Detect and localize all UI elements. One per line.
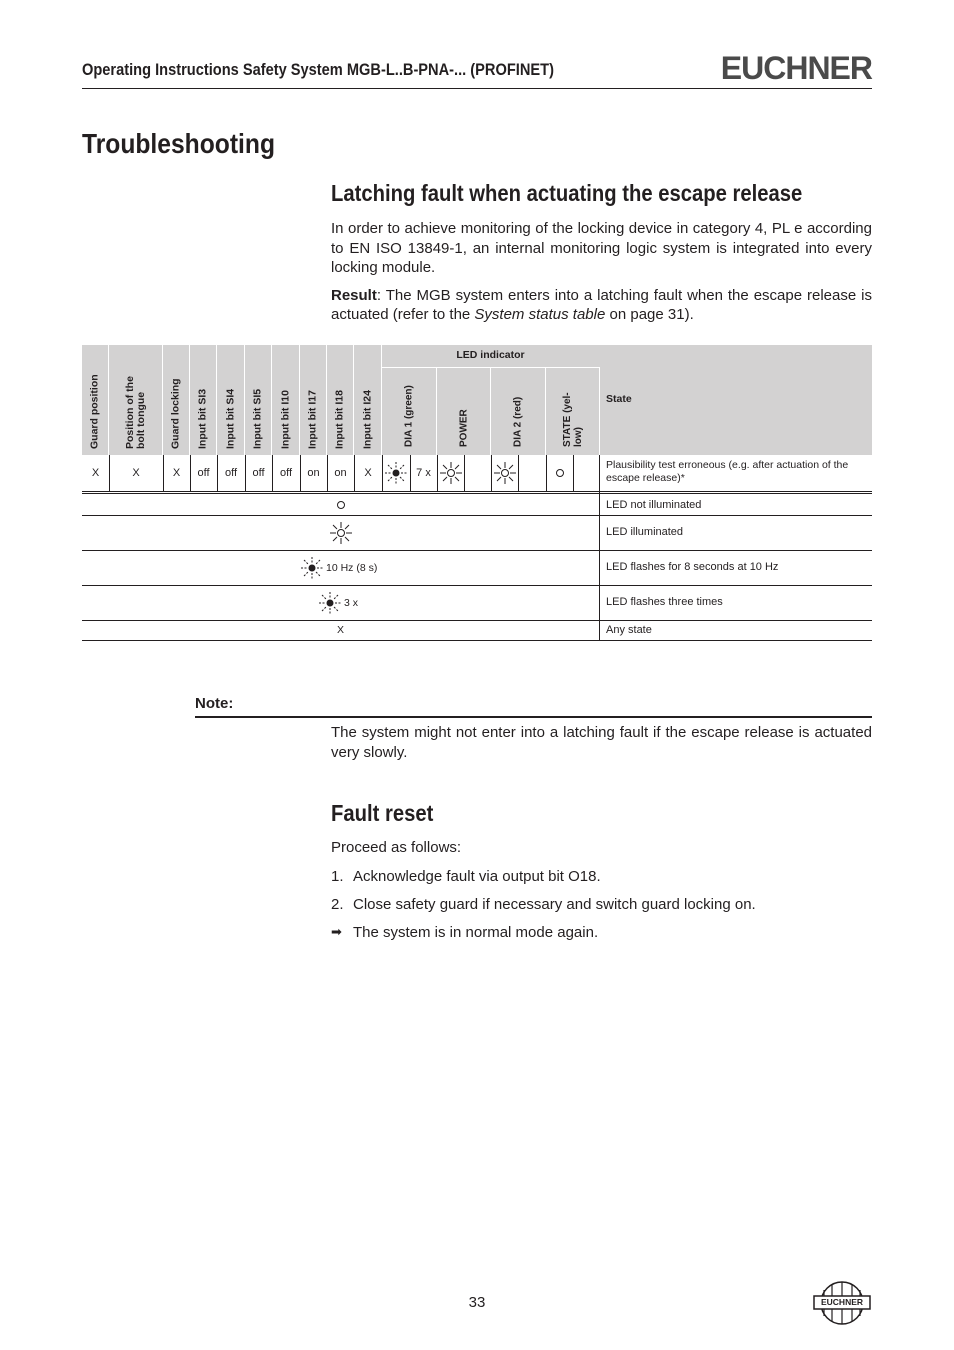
col-divider-state (599, 455, 600, 640)
intro-paragraph: In order to achieve monitoring of the locking device in category 4, PL e according to EN ISO 13849-1, an internal monitoring logic system is integrated into every locking module. (331, 220, 872, 276)
step-number: 2. (331, 896, 344, 913)
cell-bolt-tongue: X (132, 467, 140, 479)
col-divider (382, 455, 383, 491)
note-rule (195, 716, 872, 718)
list-item (331, 868, 872, 896)
col-divider (437, 455, 438, 491)
col-divider (109, 455, 110, 491)
led-indicator-group: LED indicator (456, 349, 525, 361)
col-divider (163, 455, 164, 491)
cell-i24: X (364, 467, 372, 479)
led-off-icon-svg (336, 500, 346, 510)
header-guard-position: Guard position (82, 345, 109, 455)
col-divider (546, 455, 547, 491)
header-guard-locking: Guard locking (163, 345, 190, 455)
header-input-si4: Input bit SI4 (217, 345, 245, 455)
col-divider (217, 455, 218, 491)
cell-si5: off (252, 467, 265, 479)
led-off-icon (336, 500, 346, 510)
row-divider (82, 640, 872, 641)
led-on-icon-svg (493, 461, 517, 485)
col-divider (573, 455, 574, 491)
col-divider (410, 455, 411, 491)
header-dia2: DIA 2 (red) (491, 367, 546, 455)
legend-symbol-label: 3 x (344, 597, 359, 609)
col-divider (245, 455, 246, 491)
col-divider (190, 455, 191, 491)
dia1-count: 7 x (416, 467, 431, 479)
col-divider (272, 455, 273, 491)
led-off-icon-svg (555, 468, 565, 478)
led-flash-icon (382, 455, 410, 491)
legend-symbol-label: X (336, 624, 344, 636)
document-header-title: Operating Instructions Safety System MGB-L..B-PNA-... (PROFINET) (82, 60, 554, 79)
step-list (331, 868, 872, 952)
step-text: Acknowledge fault via output bit O18. (353, 868, 601, 885)
legend-text: LED not illuminated (606, 499, 702, 511)
cell-si3: off (197, 467, 210, 479)
legend-text: LED flashes three times (606, 596, 723, 608)
result-text-end: on page 31). (605, 306, 694, 323)
col-divider (518, 455, 519, 491)
header-rule (82, 88, 872, 89)
led-on-icon-svg (439, 461, 463, 485)
legend-symbol-label: 10 Hz (8 s) (326, 562, 378, 574)
header-state: State (606, 393, 632, 405)
legend-symbol-group (318, 591, 358, 615)
result-reference: System status table (474, 306, 606, 323)
cell-i17: on (307, 467, 320, 479)
cell-state: Plausibility test erroneous (e.g. after actuation of the escape release)* (606, 459, 849, 484)
led-flash-icon-svg (384, 461, 408, 485)
cell-si4: off (224, 467, 238, 479)
legend-text: Any state (606, 624, 652, 636)
row-divider (82, 620, 872, 621)
row-divider (82, 585, 872, 586)
step-number: 1. (331, 868, 344, 885)
cell-i10: off (279, 467, 293, 479)
page-title: Troubleshooting (82, 128, 275, 159)
section-title-latching-fault: Latching fault when actuating the escape release (331, 180, 803, 206)
header-bolt-tongue: Position of the bolt tongue (109, 345, 163, 455)
list-item (331, 896, 872, 924)
cell-guard-position: X (91, 467, 100, 479)
fault-reset-intro: Proceed as follows: (331, 839, 462, 856)
led-on-icon (329, 521, 353, 545)
note-text: The system might not enter into a latching fault if the escape release is actuated very slowly. (331, 724, 872, 761)
page-number: 33 (468, 1294, 486, 1311)
row-divider (82, 515, 872, 516)
led-on-icon-svg (329, 521, 353, 545)
arrow-right-icon: ➡ (331, 924, 342, 939)
step-result-text: The system is in normal mode again. (353, 924, 599, 941)
led-off-icon (546, 455, 573, 491)
header-input-i24: Input bit I24 (354, 345, 382, 455)
led-flash-icon (318, 591, 342, 615)
brand-logo: EUCHNER (720, 50, 872, 86)
col-divider (354, 455, 355, 491)
legend-symbol-group (300, 556, 377, 580)
header-power: POWER (437, 367, 491, 455)
section-body (331, 219, 872, 333)
col-divider (327, 455, 328, 491)
col-divider (491, 455, 492, 491)
step-text: Close safety guard if necessary and switch guard locking on. (353, 896, 756, 913)
cell-guard-locking: X (172, 467, 181, 479)
row-divider (82, 550, 872, 551)
header-input-si5: Input bit SI5 (245, 345, 272, 455)
result-text: : The MGB system enters into a latching fault when the escape release is actuated (refer to the (331, 286, 872, 323)
header-dia1: DIA 1 (green) (382, 367, 437, 455)
header-input-i18: Input bit I18 (327, 345, 354, 455)
header-input-i17: Input bit I17 (300, 345, 327, 455)
section-title-fault-reset: Fault reset (331, 800, 434, 826)
row-divider (82, 493, 872, 494)
note-label: Note: (195, 695, 234, 712)
header-state-led: STATE (yel-low) (546, 367, 600, 455)
led-on-icon (491, 455, 518, 491)
table-header (82, 345, 872, 455)
cell-i18: on (334, 467, 347, 479)
list-item-result (331, 924, 872, 952)
led-on-icon (437, 455, 464, 491)
led-flash-icon (300, 556, 324, 580)
result-label: Result (331, 286, 377, 304)
col-divider (300, 455, 301, 491)
footer-logo-text: EUCHNER (820, 1297, 864, 1307)
col-divider (464, 455, 465, 491)
header-input-i10: Input bit I10 (272, 345, 300, 455)
legend-text: LED flashes for 8 seconds at 10 Hz (606, 561, 779, 573)
result-paragraph (331, 286, 872, 325)
header-input-si3: Input bit SI3 (190, 345, 217, 455)
legend-text: LED illuminated (606, 526, 684, 538)
footer-logo (812, 1280, 872, 1326)
row-divider (82, 491, 872, 492)
